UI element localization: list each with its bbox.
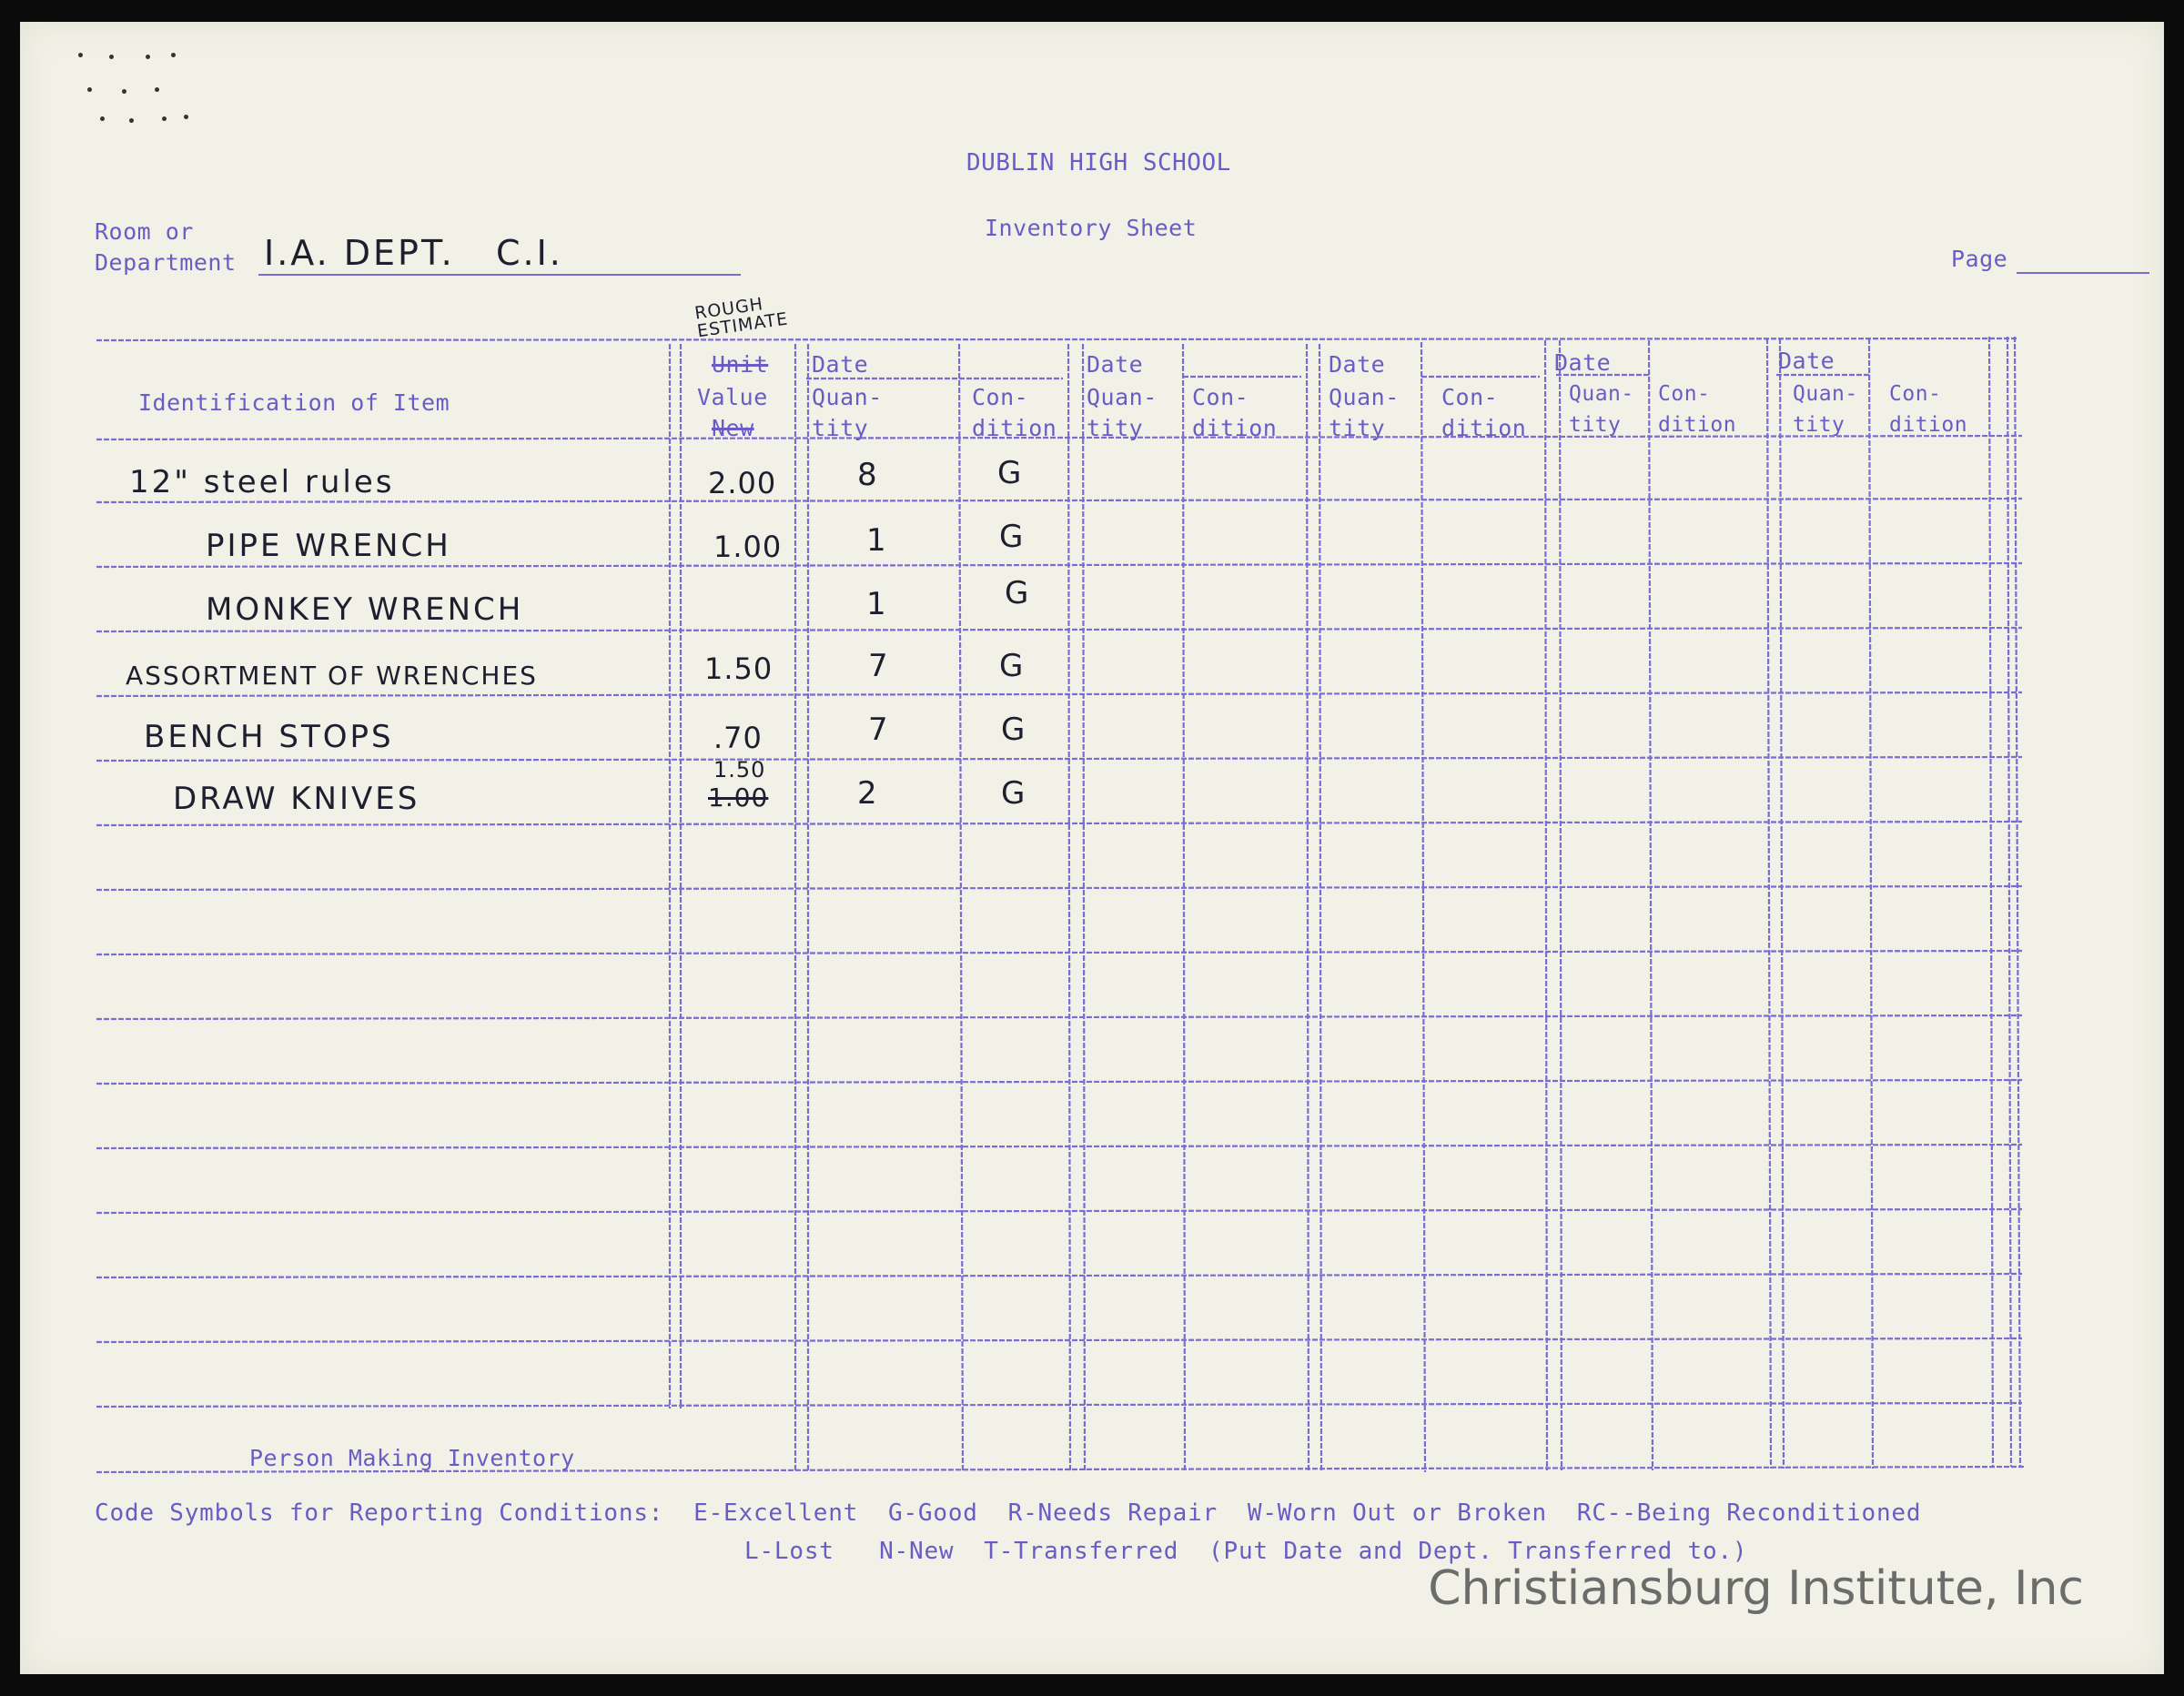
col-con-3a: Con-: [1441, 384, 1499, 410]
department-value: I.A. DEPT. C.I.: [264, 233, 563, 273]
col-date-1: Date: [812, 351, 869, 378]
page-label: Page: [1951, 246, 2008, 272]
sheet-title: Inventory Sheet: [985, 215, 1198, 241]
item-name: MONKEY WRENCH: [206, 591, 524, 628]
archive-watermark: Christiansburg Institute, Inc: [1428, 1561, 2084, 1616]
item-quantity: 7: [868, 648, 891, 684]
item-value-revised: 1.50: [713, 757, 766, 782]
code-symbols-line-2: L-Lost N-New T-Transferred (Put Date and Dept. Transferred to.): [744, 1538, 1748, 1565]
school-name: DUBLIN HIGH SCHOOL: [966, 149, 1231, 177]
col-date-5: Date: [1778, 348, 1835, 374]
col-con-1b: dition: [972, 415, 1057, 441]
code-symbols-line-1: Code Symbols for Reporting Conditions: E-Excellent G-Good R-Needs Repair W-Worn Out or Broken RC--Being Reconditioned: [95, 1499, 1922, 1527]
col-quan-4a: Quan-: [1569, 382, 1634, 406]
col-unit-struck: Unit: [712, 351, 769, 378]
col-new-struck: New: [712, 415, 754, 441]
item-condition: G: [1005, 575, 1032, 611]
item-condition: G: [1001, 712, 1028, 748]
item-quantity: 1: [866, 586, 889, 622]
col-identification: Identification of Item: [138, 389, 450, 416]
item-quantity: 2: [857, 775, 880, 812]
col-con-5b: dition: [1889, 413, 1968, 437]
room-label: Room or: [95, 218, 194, 245]
item-name: ASSORTMENT OF WRENCHES: [126, 661, 538, 691]
col-quan-1a: Quan-: [812, 384, 883, 410]
col-con-5a: Con-: [1889, 382, 1942, 406]
item-condition: G: [1001, 775, 1028, 812]
col-date-2: Date: [1087, 351, 1144, 378]
col-quan-5b: tity: [1793, 413, 1845, 437]
item-condition: G: [999, 519, 1026, 555]
col-quan-1b: tity: [812, 415, 869, 441]
item-value: 1.50: [704, 651, 774, 686]
value-annotation: ROUGH ESTIMATE: [693, 294, 790, 342]
item-value: 1.00: [713, 530, 783, 564]
department-label: Department: [95, 249, 237, 276]
item-name: PIPE WRENCH: [206, 528, 451, 564]
col-con-4a: Con-: [1658, 382, 1711, 406]
item-name: BENCH STOPS: [144, 719, 394, 755]
col-con-2a: Con-: [1192, 384, 1249, 410]
item-condition: G: [999, 648, 1026, 684]
col-quan-4b: tity: [1569, 413, 1622, 437]
item-name: DRAW KNIVES: [173, 781, 420, 817]
item-quantity: 7: [868, 712, 891, 748]
col-quan-2b: tity: [1087, 415, 1144, 441]
item-value-struck: 1.00: [708, 782, 769, 813]
person-making-inventory-label: Person Making Inventory: [249, 1445, 575, 1471]
col-date-3: Date: [1329, 351, 1386, 378]
col-value: Value: [697, 384, 768, 410]
col-con-3b: dition: [1441, 415, 1527, 441]
item-value: 2.00: [708, 466, 777, 500]
item-condition: G: [997, 455, 1025, 491]
item-quantity: 8: [857, 457, 880, 493]
item-value: .70: [713, 721, 763, 755]
col-con-2b: dition: [1192, 415, 1278, 441]
col-con-4b: dition: [1658, 413, 1737, 437]
col-con-1a: Con-: [972, 384, 1029, 410]
item-quantity: 1: [866, 522, 889, 559]
col-quan-3b: tity: [1329, 415, 1386, 441]
col-quan-5a: Quan-: [1793, 382, 1858, 406]
col-quan-2a: Quan-: [1087, 384, 1158, 410]
col-date-4: Date: [1554, 349, 1612, 376]
col-quan-3a: Quan-: [1329, 384, 1400, 410]
item-name: 12" steel rules: [129, 464, 395, 500]
